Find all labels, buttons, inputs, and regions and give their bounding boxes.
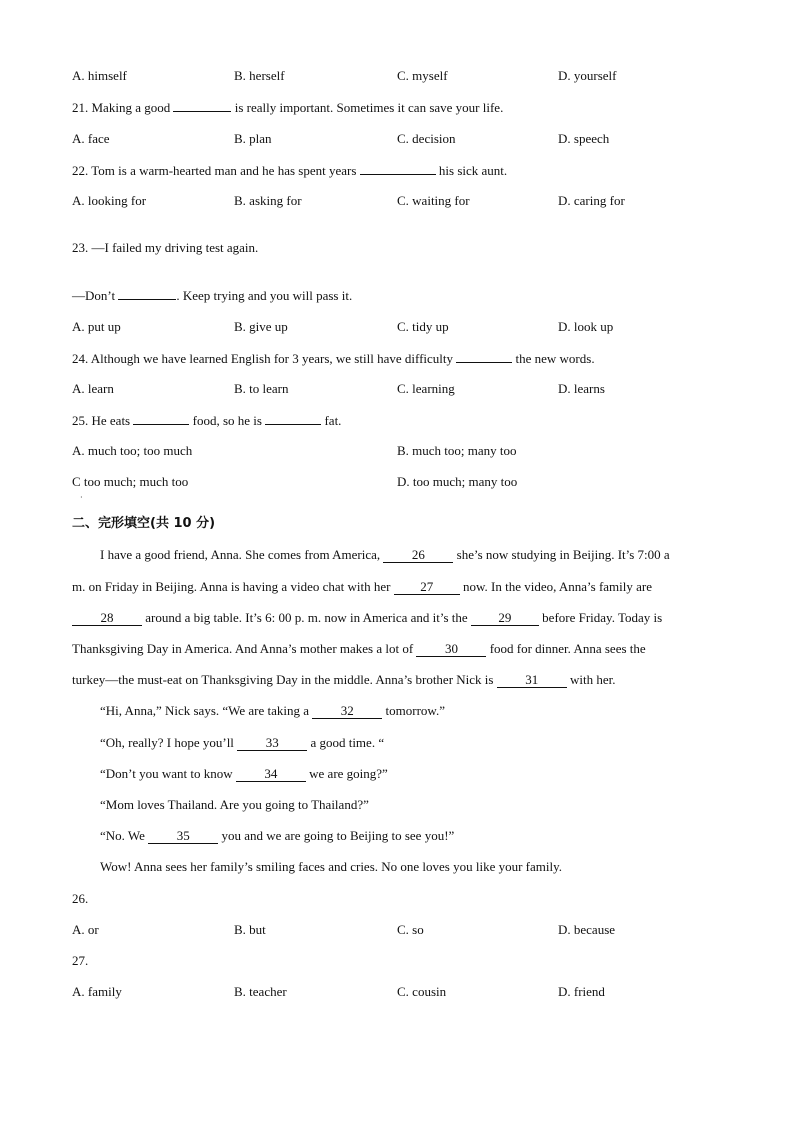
q25-option-a: A. much too; too much [72, 443, 193, 458]
q26-options [0, 922, 794, 938]
q27-options [0, 984, 794, 1000]
q25-option-b: B. much too; many too [397, 443, 517, 458]
q26-number: 26. [72, 891, 89, 906]
q24-option-c: C. learning [397, 381, 455, 396]
blank-26: 26 [383, 548, 453, 563]
q21-stem: 21. Making a good is really important. Sometimes it can save your life. [72, 100, 504, 115]
q23-options [0, 319, 794, 335]
q26-option-a: A. or [72, 922, 99, 937]
passage-ending: Wow! Anna sees her family’s smiling faces and cries. No one loves you like your family. [100, 859, 563, 874]
dialogue-line-4: “Mom loves Thailand. Are you going to Thailand?” [100, 797, 369, 812]
q25-option-c: C too much; much too [72, 474, 189, 489]
passage-line-4: Thanksgiving Day in America. And Anna’s mother makes a lot of 30 food for dinner. Anna sees the [72, 641, 646, 656]
blank-29: 29 [471, 611, 539, 626]
q23-stem: 23. —I failed my driving test again. [72, 240, 259, 255]
dialogue-line-3: “Don’t you want to know 34 we are going?” [100, 766, 388, 781]
q20-option-b: B. herself [234, 68, 285, 83]
q24-options [0, 381, 794, 397]
dialogue-line-5: “No. We 35 you and we are going to Beijing to see you!” [100, 828, 455, 843]
q22-option-c: C. waiting for [397, 193, 470, 208]
q21-blank [173, 99, 231, 112]
q24-stem: 24. Although we have learned English for 3 years, we still have difficulty the new words. [72, 351, 595, 366]
q25-stem: 25. He eats food, so he is fat. [72, 413, 342, 428]
q21-option-c: C. decision [397, 131, 456, 146]
q25-blank-1 [133, 412, 189, 425]
blank-33: 33 [237, 736, 307, 751]
q21-option-d: D. speech [558, 131, 610, 146]
blank-31: 31 [497, 673, 567, 688]
q27-option-b: B. teacher [234, 984, 287, 999]
blank-30: 30 [416, 642, 486, 657]
q22-blank [360, 162, 436, 175]
q23-option-d: D. look up [558, 319, 614, 334]
q27-number: 27. [72, 953, 89, 968]
passage-line-1: I have a good friend, Anna. She comes from America, 26 she’s now studying in Beijing. It’s 7:00 a [100, 547, 670, 562]
q21-options [0, 131, 794, 147]
blank-28: 28 [72, 611, 142, 626]
q20-option-a: A. himself [72, 68, 127, 83]
q21-option-a: A. face [72, 131, 110, 146]
q23-option-b: B. give up [234, 319, 288, 334]
q23-option-c: C. tidy up [397, 319, 449, 334]
q23-blank [118, 287, 176, 300]
q22-options [0, 193, 794, 209]
q22-option-d: D. caring for [558, 193, 625, 208]
q22-stem: 22. Tom is a warm-hearted man and he has spent years his sick aunt. [72, 163, 508, 178]
q22-option-a: A. looking for [72, 193, 147, 208]
q25-blank-2 [265, 412, 321, 425]
dialogue-line-2: “Oh, really? I hope you’ll 33 a good time. “ [100, 735, 385, 750]
q26-option-d: D. because [558, 922, 616, 937]
q24-option-b: B. to learn [234, 381, 289, 396]
q26-option-c: C. so [397, 922, 424, 937]
passage-line-5: turkey—the must-eat on Thanksgiving Day in the middle. Anna’s brother Nick is 31 with her. [72, 672, 616, 687]
q24-blank [456, 350, 512, 363]
q25-options-row2 [0, 474, 794, 490]
q24-option-d: D. learns [558, 381, 605, 396]
dialogue-line-1: “Hi, Anna,” Nick says. “We are taking a 32 tomorrow.” [100, 703, 445, 718]
q23-option-a: A. put up [72, 319, 121, 334]
q20-options [0, 68, 794, 84]
q24-option-a: A. learn [72, 381, 114, 396]
section-heading: 二、完形填空(共 10 分) [72, 516, 216, 531]
q22-option-b: B. asking for [234, 193, 302, 208]
q25-option-d: D. too much; many too [397, 474, 518, 489]
q21-option-b: B. plan [234, 131, 272, 146]
q23-reply: —Don’t . Keep trying and you will pass it. [72, 288, 353, 303]
q26-option-b: B. but [234, 922, 266, 937]
stray-dot: · [80, 493, 83, 502]
blank-27: 27 [394, 580, 460, 595]
blank-34: 34 [236, 767, 306, 782]
q27-option-d: D. friend [558, 984, 605, 999]
q25-options-row1 [0, 443, 794, 459]
blank-35: 35 [148, 829, 218, 844]
q20-option-c: C. myself [397, 68, 448, 83]
passage-line-3: 28 around a big table. It’s 6: 00 p. m. now in America and it’s the 29 before Friday. Today is [72, 610, 722, 626]
passage-line-2: m. on Friday in Beijing. Anna is having a video chat with her 27 now. In the video, Anna’s family are [72, 579, 653, 594]
q27-option-c: C. cousin [397, 984, 447, 999]
q27-option-a: A. family [72, 984, 122, 999]
blank-32: 32 [312, 704, 382, 719]
q20-option-d: D. yourself [558, 68, 617, 83]
